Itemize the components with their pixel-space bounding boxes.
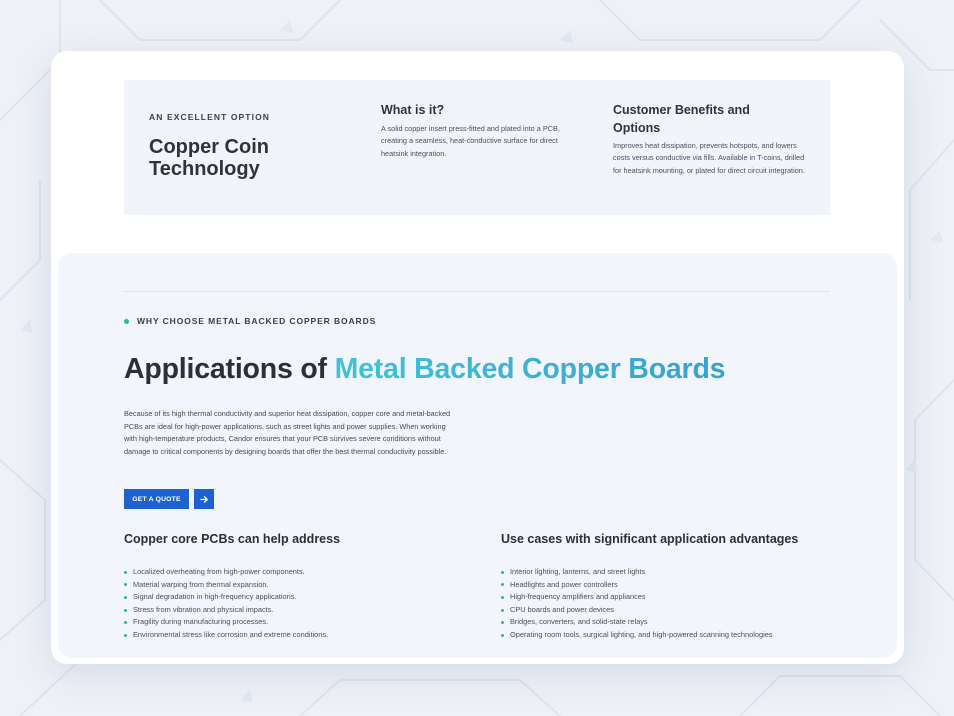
headline-accent: Metal Backed Copper Boards [334, 353, 726, 385]
applications-eyebrow-label: WHY CHOOSE METAL BACKED COPPER BOARDS [137, 316, 377, 326]
left-bullet-list [124, 566, 328, 642]
bullet-dot [124, 571, 127, 574]
applications-eyebrow [124, 316, 376, 326]
list-item [501, 616, 773, 629]
eyebrow-dot [124, 319, 129, 324]
list-item-text: Operating room tools, surgical lighting, and high-powered scanning technologies [510, 629, 773, 639]
bullet-dot [501, 609, 504, 612]
bullet-dot [124, 583, 127, 586]
right-list-heading: Use cases with significant application advantages [501, 532, 799, 546]
list-item [501, 604, 773, 617]
list-item-text: Fragility during manufacturing processes. [133, 617, 269, 627]
headline-plain: Applications of [124, 353, 335, 385]
bullet-dot [501, 634, 504, 637]
list-item-text: Signal degradation in high-frequency applications. [133, 592, 297, 602]
list-item-text: Material warping from thermal expansion. [133, 579, 269, 589]
list-item [124, 591, 328, 604]
bullet-dot [501, 621, 504, 624]
list-item [124, 579, 328, 592]
benefits-text: Improves heat dissipation, prevents hotspots, and lowers costs versus conductive via fills. Available in T-coins, drilled for heatsink mounting, or plated for direct circuit integration. [613, 141, 805, 175]
applications-section [58, 253, 897, 658]
what-is-it-heading: What is it? [381, 103, 445, 117]
get-a-quote-button[interactable]: GET A QUOTE [124, 489, 189, 509]
bullet-dot [124, 609, 127, 612]
list-item [501, 579, 773, 592]
list-item-text: Stress from vibration and physical impacts. [133, 604, 274, 614]
bullet-dot [124, 634, 127, 637]
what-is-it-text: A solid copper insert press-fitted and plated into a PCB, creating a seamless, heat-conductive surface for direct heatsink integration. [381, 124, 560, 158]
bullet-dot [501, 571, 504, 574]
list-item [124, 604, 328, 617]
list-item-text: CPU boards and power devices [510, 604, 614, 614]
list-item [501, 566, 773, 579]
arrow-right-icon [200, 495, 209, 504]
copper-coin-title: Copper Coin Technology [149, 136, 269, 180]
bullet-dot [124, 621, 127, 624]
content-card [51, 51, 904, 664]
list-item-text: Environmental stress like corrosion and extreme conditions. [133, 629, 329, 639]
list-item-text: High-frequency amplifiers and appliances [510, 592, 646, 602]
applications-headline [124, 353, 725, 386]
left-list-heading: Copper core PCBs can help address [124, 532, 341, 546]
bullet-dot [501, 583, 504, 586]
copper-coin-eyebrow: AN EXCELLENT OPTION [149, 112, 271, 122]
list-item-text: Localized overheating from high-power components. [133, 567, 305, 576]
applications-intro: Because of its high thermal conductivity and superior heat dissipation, copper core and metal-backed PCBs are ideal for high-power applications, such as street lights and power supplies. When working with high-temperature products, Candor ensures that your PCB survives severe conditions without damage to critical components by designing boards that offer the best thermal conductivity possible. [124, 409, 451, 456]
section-divider [124, 291, 830, 292]
right-bullet-list [501, 566, 773, 642]
list-item [124, 629, 328, 642]
list-item [124, 616, 328, 629]
get-a-quote-arrow-button[interactable] [194, 489, 214, 509]
copper-coin-panel [124, 80, 830, 215]
bullet-dot [501, 596, 504, 599]
bullet-dot [124, 596, 127, 599]
list-item [124, 566, 328, 579]
list-item-text: Bridges, converters, and solid-state relays [510, 617, 648, 627]
list-item [501, 629, 773, 642]
list-item [501, 591, 773, 604]
list-item-text: Headlights and power controllers [510, 579, 618, 589]
list-item-text: Interior lighting, lanterns, and street lights [510, 567, 646, 576]
benefits-heading: Customer Benefits and Options [613, 103, 750, 135]
